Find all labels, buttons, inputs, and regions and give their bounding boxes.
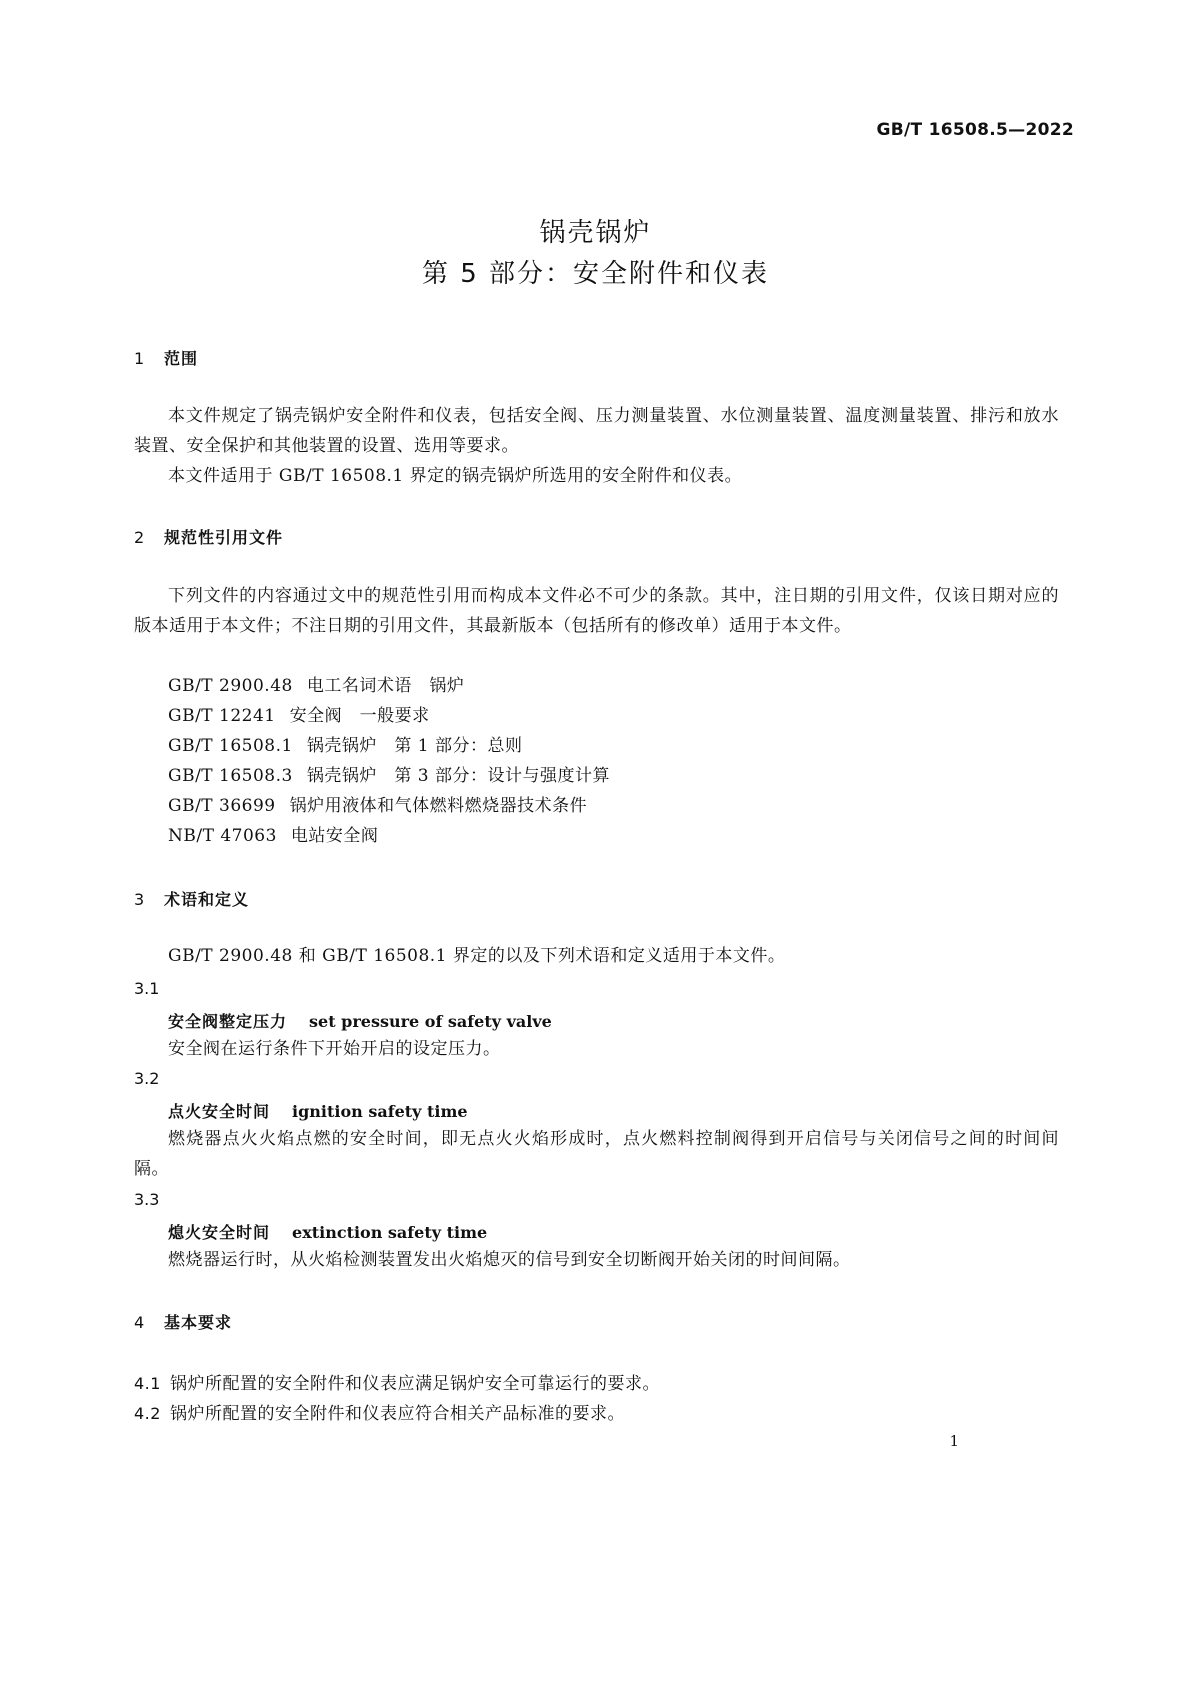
reference-title: 安全阀 一般要求 [289,706,430,726]
section-title: 术语和定义 [164,890,250,909]
term-chinese: 熄火安全时间 [168,1223,271,1242]
reference-title: 电站安全阀 [290,826,379,846]
section-title: 范围 [164,349,199,368]
section-heading-3 [134,887,249,910]
paragraph-normative-references: 下列文件的内容通过文中的规范性引用而构成本文件必不可少的条款。其中，注日期的引用文件，仅该日期对应的版本适用于本文件；不注日期的引用文件，其最新版本（包括所有的修改单）适用于本文件。 [134,586,1059,636]
term-heading [168,1009,552,1032]
clause-item [134,1369,660,1394]
section-heading-4 [134,1310,232,1333]
section-number: 4 [134,1313,146,1332]
standard-number: GB/T 16508.5—2022 [876,120,1074,140]
section-number: 1 [134,349,146,368]
section-heading-2 [134,525,283,548]
reference-code: GB/T 2900.48 [168,676,293,696]
reference-title: 电工名词术语 锅炉 [306,676,465,696]
paragraph-terms-intro: GB/T 2900.48 和 GB/T 16508.1 界定的以及下列术语和定义适用于本文件。 [168,946,786,966]
reference-code: NB/T 47063 [168,826,277,846]
reference-title: 锅壳锅炉 第 3 部分：设计与强度计算 [306,766,610,786]
reference-item [168,761,610,791]
document-subtitle: 第 5 部分：安全附件和仪表 [421,259,770,289]
clause-number: 4.1 [134,1374,161,1393]
document-title: 锅壳锅炉 [539,218,652,248]
section-number: 2 [134,528,146,547]
paragraph-scope: 本文件规定了锅壳锅炉安全附件和仪表，包括安全阀、压力测量装置、水位测量装置、温度测量装置、排污和放水装置、安全保护和其他装置的设置、选用等要求。 [134,406,1059,456]
clause-item [134,1399,625,1424]
reference-code: GB/T 16508.1 [168,736,293,756]
reference-item [168,791,587,821]
reference-item [168,821,378,851]
page-number: 1 [949,1432,959,1450]
term-english: set pressure of safety valve [309,1012,552,1031]
reference-title: 锅炉用液体和气体燃料燃烧器技术条件 [289,796,588,816]
reference-item [168,701,430,731]
term-number: 3.1 [134,979,160,998]
term-definition: 安全阀在运行条件下开始开启的设定压力。 [168,1039,501,1059]
paragraph-applicability: 本文件适用于 GB/T 16508.1 界定的锅壳锅炉所选用的安全附件和仪表。 [168,466,743,486]
reference-code: GB/T 16508.3 [168,766,293,786]
clause-text: 锅炉所配置的安全附件和仪表应满足锅炉安全可靠运行的要求。 [170,1374,660,1394]
section-title: 规范性引用文件 [164,528,284,547]
term-chinese: 点火安全时间 [168,1102,271,1121]
clause-number: 4.2 [134,1404,161,1423]
reference-title: 锅壳锅炉 第 1 部分：总则 [306,736,523,756]
section-number: 3 [134,890,146,909]
reference-item [168,671,464,701]
term-heading [168,1220,487,1243]
clause-text: 锅炉所配置的安全附件和仪表应符合相关产品标准的要求。 [170,1404,625,1424]
section-heading-1 [134,346,198,369]
term-number: 3.2 [134,1069,160,1088]
term-chinese: 安全阀整定压力 [168,1012,288,1031]
reference-item [168,731,522,761]
reference-code: GB/T 36699 [168,796,276,816]
term-definition: 燃烧器运行时，从火焰检测装置发出火焰熄灭的信号到安全切断阀开始关闭的时间间隔。 [168,1250,851,1270]
section-title: 基本要求 [164,1313,233,1332]
term-heading [168,1099,468,1122]
term-english: extinction safety time [292,1223,488,1242]
reference-code: GB/T 12241 [168,706,276,726]
term-number: 3.3 [134,1190,160,1209]
term-english: ignition safety time [292,1102,468,1121]
term-definition: 燃烧器点火火焰点燃的安全时间，即无点火火焰形成时，点火燃料控制阀得到开启信号与关闭信号之间的时间间隔。 [134,1129,1059,1179]
